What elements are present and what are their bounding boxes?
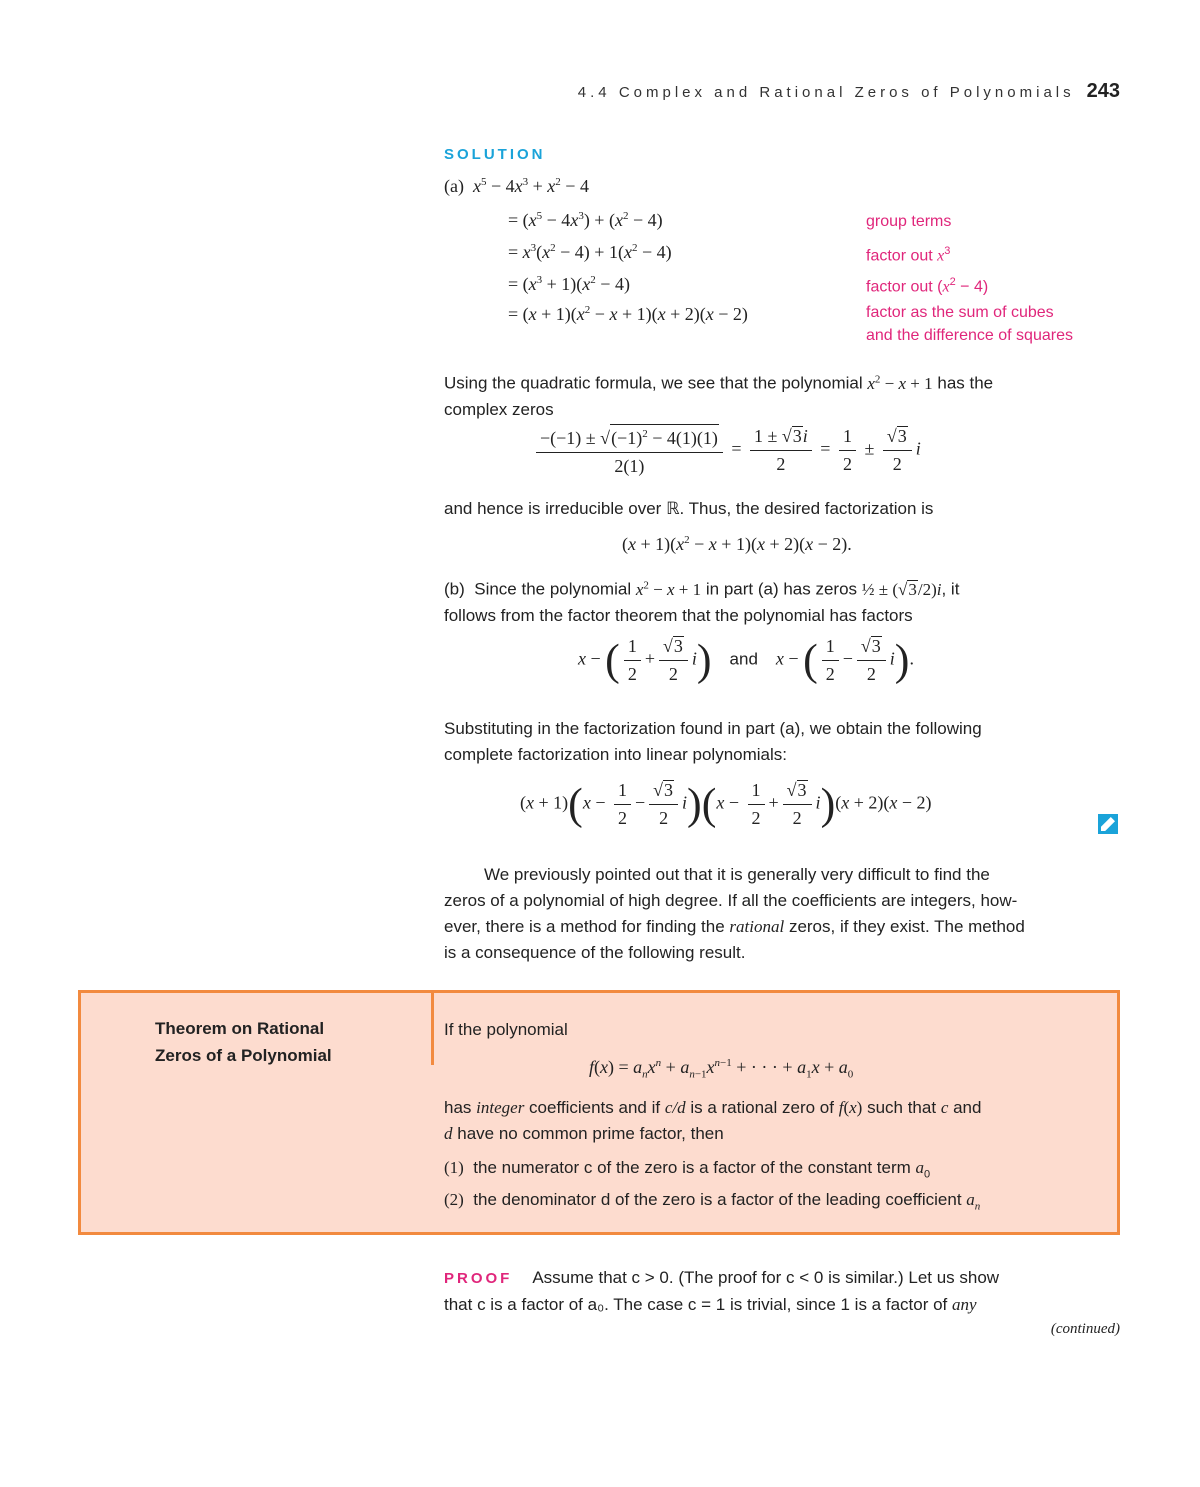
running-header — [540, 80, 1120, 103]
theorem-title: Theorem on Rational Zeros of a Polynomial — [155, 1019, 332, 1065]
paragraph-part-b: (b) Since the polynomial $x^2 - x + 1$ in part (a) has zeros ½ ± (√3/2)i, it follows from the factor theorem that the polynomial has factors — [444, 579, 960, 625]
theorem-box — [78, 990, 1120, 1235]
section-title: 4.4 Complex and Rational Zeros of Polynomials — [577, 84, 1075, 101]
proof-label: PROOF — [444, 1270, 513, 1287]
note-group-terms: group terms — [866, 213, 952, 230]
complete-factorization: (x + 1)(x − $\frac{1}{2}$ − $\frac{√3}{2}$ i)(x − $\frac{1}{2}$ + $\frac{√3}{2}$ i)(x + 2)(x − 2) — [520, 779, 932, 829]
note-sum-of-cubes: factor as the sum of cubes — [866, 304, 1054, 321]
theorem-divider — [431, 993, 434, 1065]
note-factor-out-x3: factor out $x^3$ — [866, 245, 951, 265]
proof-paragraph: PROOF Assume that c > 0. (The proof for c < 0 is similar.) Let us show that c is a factor of a₀. The case c = 1 is trivial, since 1 is a factor of any — [444, 1268, 1000, 1314]
paragraph-quadratic: Using the quadratic formula, we see that the polynomial $x^2 - x + 1$ has the complex zeros — [444, 373, 994, 419]
factor-pair-display: x − ( $\frac{1}{2}$ + $\frac{√3}{2}$ i) and x − ( $\frac{1}{2}$ − $\frac{√3}{2}$ i). — [578, 635, 914, 685]
equation-step-2: = $x^3(x^2 - 4) + 1(x^2 - 4)$ — [508, 242, 672, 262]
note-factor-out-binomial: factor out $(x^2 - 4)$ — [866, 276, 989, 296]
page-number: 243 — [1086, 80, 1120, 102]
end-of-solution-icon — [1098, 814, 1118, 834]
paragraph-irreducible: and hence is irreducible over ℝ. Thus, the desired factorization is — [444, 499, 934, 518]
theorem-item-2: (2) the denominator d of the zero is a factor of the leading coefficient $a_n$ — [444, 1190, 981, 1213]
theorem-polynomial: $f(x) = a_nx^n + a_{n-1}x^{n-1}$ + · · · + $a_1x + a_0$ — [589, 1057, 854, 1081]
continued-note: (continued) — [1050, 1321, 1120, 1337]
quadratic-formula-display: $\frac{-(-1) \pm √(-1)^2 - 4(1)(1)}{2(1)}$ = $\frac{1 \pm √3i}{2}$ = $\frac{1}{2}$ ± $\frac{√3}{2}$ i — [532, 424, 921, 477]
theorem-item-1: (1) the numerator c of the zero is a factor of the constant term $a_0$ — [444, 1158, 931, 1181]
equation-step-1: = $(x^5 - 4x^3) + (x^2 - 4)$ — [508, 210, 663, 230]
desired-factorization: $(x + 1)(x^2 - x + 1)(x + 2)(x - 2)$. — [622, 534, 852, 554]
solution-label: SOLUTION — [444, 146, 546, 163]
theorem-condition: has integer coefficients and if c/d is a rational zero of f(x) such that c and d have no common prime factor, then — [444, 1098, 982, 1143]
equation-step-4: = $(x + 1)(x^2 - x + 1)(x + 2)(x - 2)$ — [508, 304, 748, 324]
theorem-intro: If the polynomial — [444, 1020, 568, 1039]
paragraph-substituting: Substituting in the factorization found in part (a), we obtain the following complete factorization into linear polynomials: — [444, 719, 982, 764]
equation-line-a: (a) $x^5 - 4x^3 + x^2 - 4$ — [444, 176, 589, 196]
equation-step-3: = $(x^3 + 1)(x^2 - 4)$ — [508, 274, 630, 294]
paragraph-previously: We previously pointed out that it is generally very difficult to find the zeros of a polynomial of high degree. If all the coefficients are integers, how- ever, there is a method for finding the rational zeros, if they exist. The method is a consequence of the following result. — [444, 865, 1025, 962]
part-a-label: (a) — [444, 176, 464, 196]
note-difference-of-squares: and the difference of squares — [866, 327, 1073, 344]
